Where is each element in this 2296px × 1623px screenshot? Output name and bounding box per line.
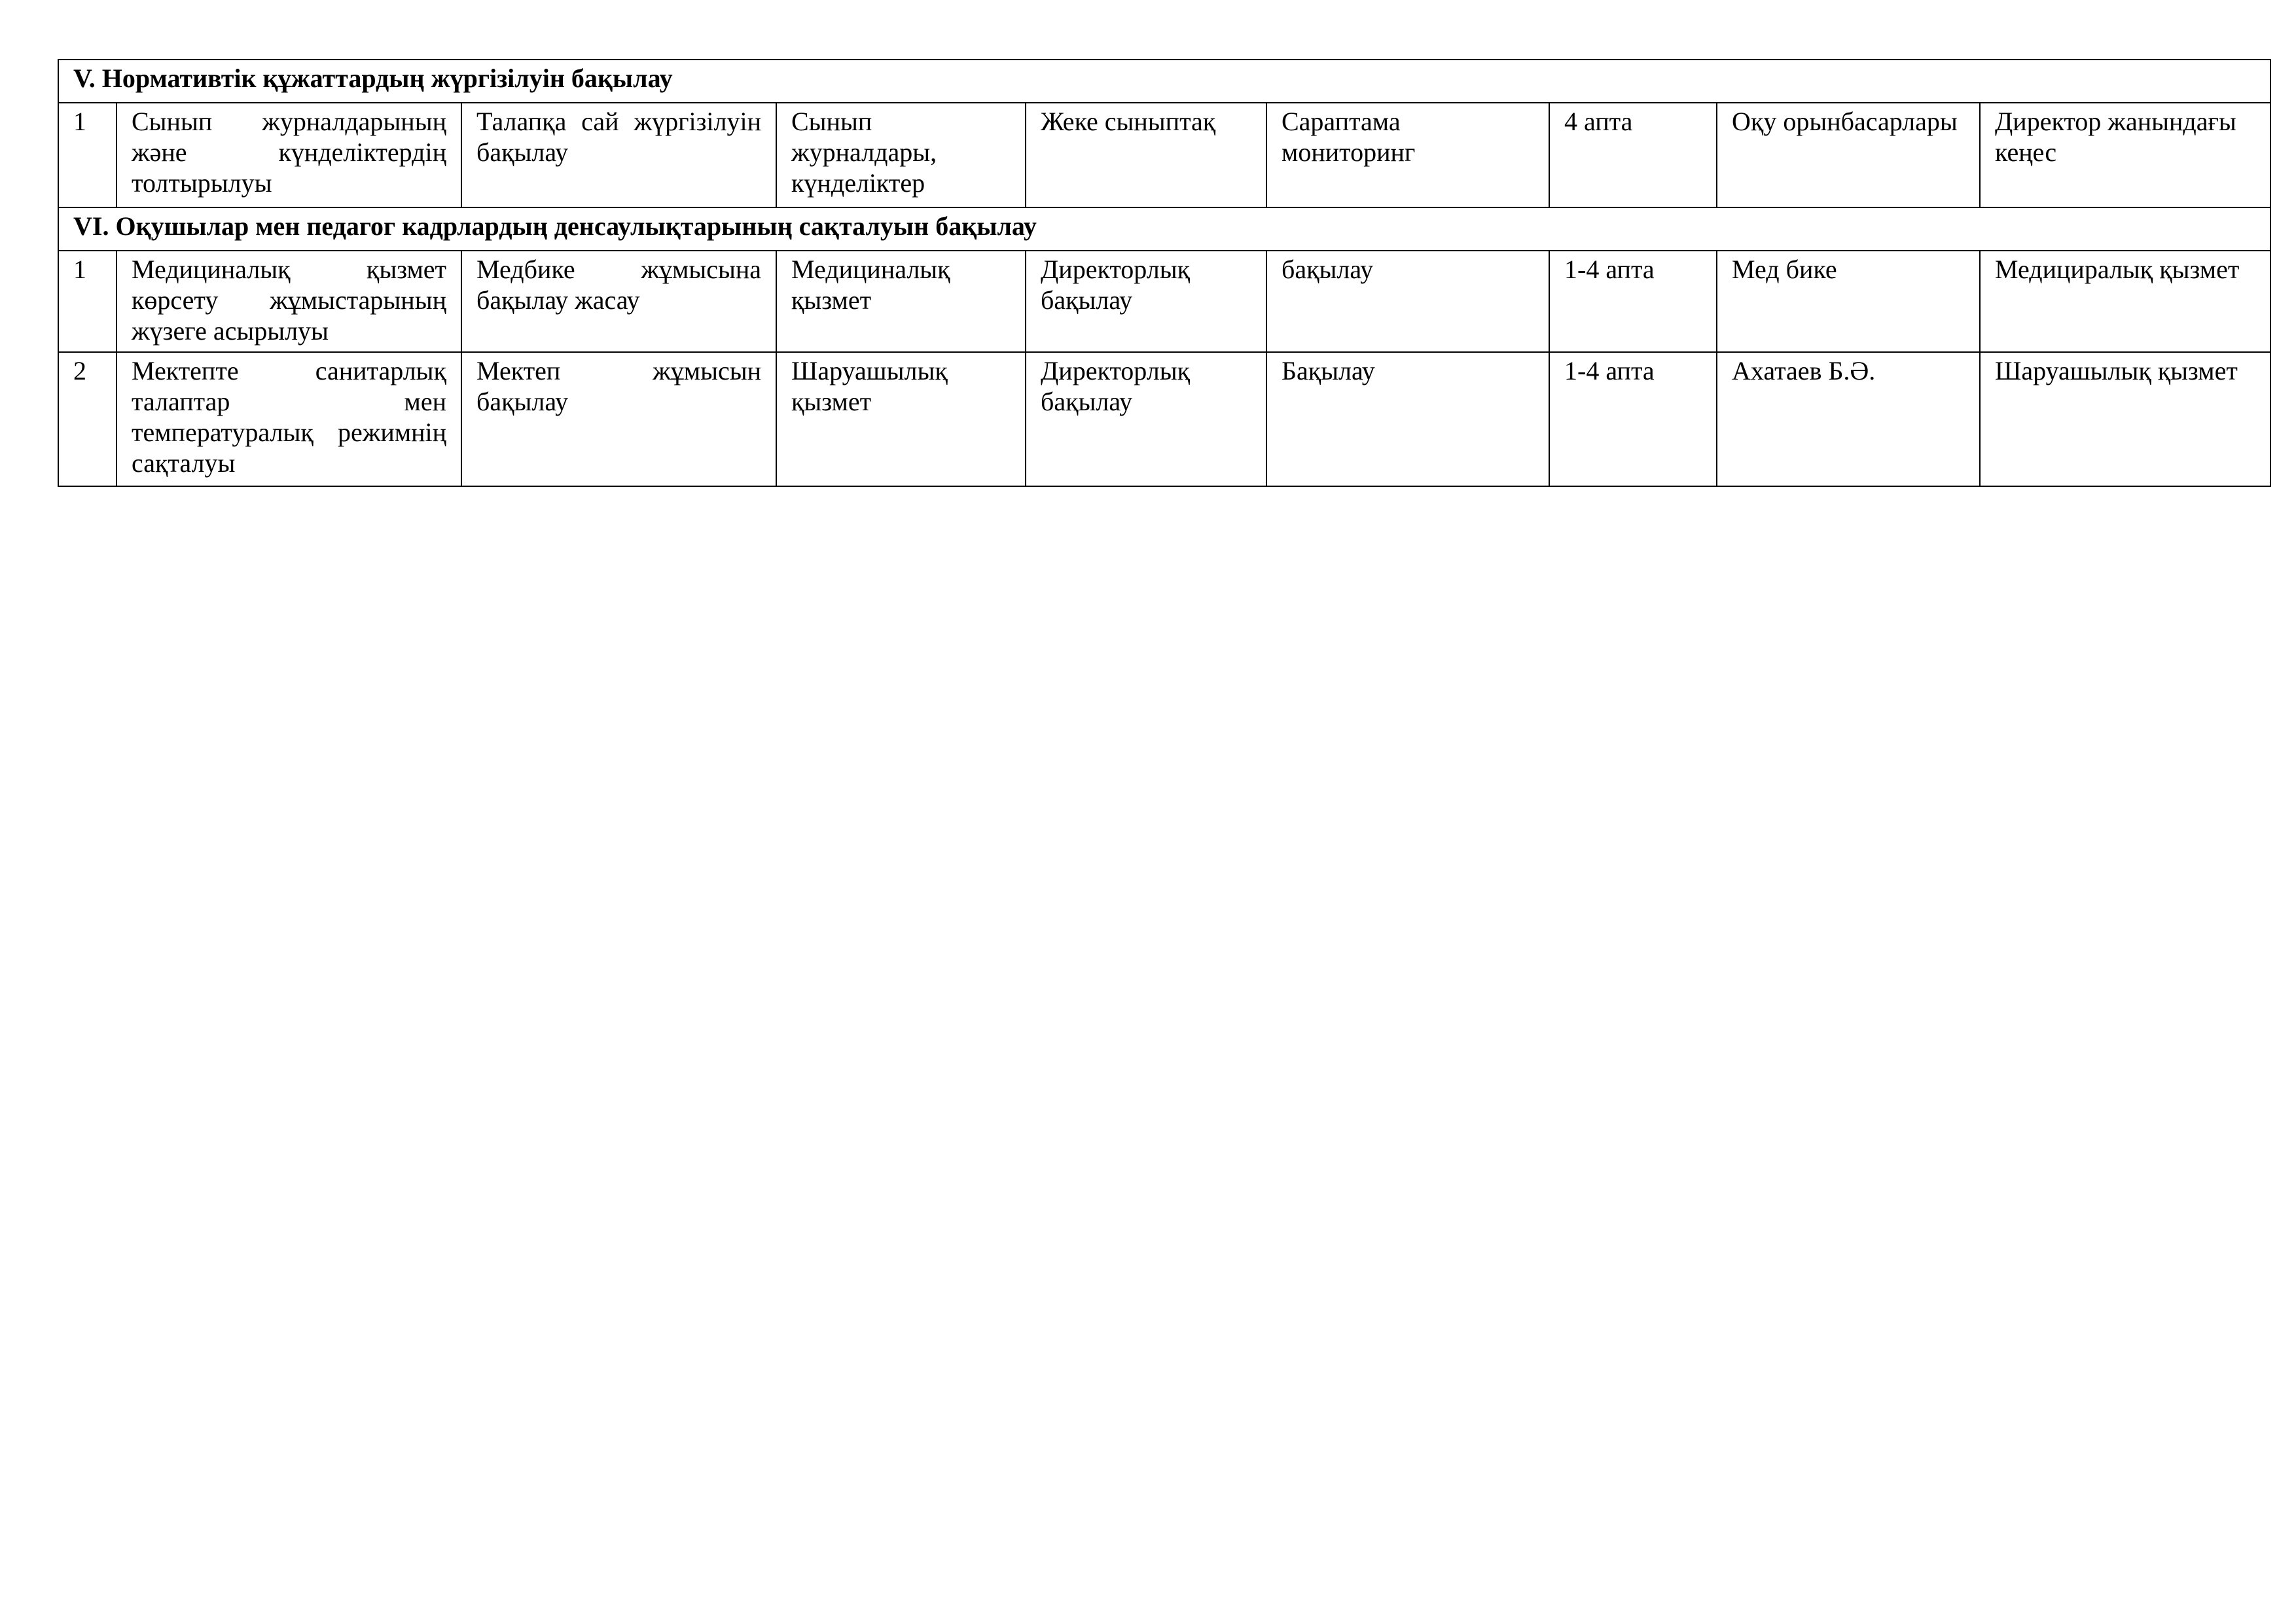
responsible-cell: Ахатаев Б.Ә.: [1717, 352, 1980, 486]
period-cell: 1-4 апта: [1549, 251, 1717, 352]
responsible-cell: Оқу орынбасарлары: [1717, 103, 1980, 207]
control-object-cell: Медициналық қызмет: [776, 251, 1026, 352]
control-topic-cell: Мектепте санитарлық талаптар мен температуралық режимнің сақталуы: [117, 352, 461, 486]
period-cell: 4 апта: [1549, 103, 1717, 207]
control-topic-cell: Медициналық қызмет көрсету жұмыстарының жүзеге асырылуы: [117, 251, 461, 352]
control-form-cell: Жеке сыныптақ: [1026, 103, 1266, 207]
control-form-cell: Директорлық бақылау: [1026, 352, 1266, 486]
row-number: 2: [58, 352, 117, 486]
table-row: [58, 251, 2270, 352]
responsible-cell: Мед бике: [1717, 251, 1980, 352]
row-number: 1: [58, 103, 117, 207]
control-goal-cell: Талапқа сай жүргізілуін бақылау: [461, 103, 776, 207]
section-header-row: [58, 207, 2270, 251]
result-cell: Директор жанындағы кеңес: [1980, 103, 2270, 207]
section-title: VI. Оқушылар мен педагог кадрлардың денсаулықтарының сақталуын бақылау: [58, 207, 2270, 251]
control-topic-cell: Сынып журналдарының және күнделіктердің толтырылуы: [117, 103, 461, 207]
control-method-cell: Бақылау: [1266, 352, 1549, 486]
period-cell: 1-4 апта: [1549, 352, 1717, 486]
result-cell: Шаруашылық қызмет: [1980, 352, 2270, 486]
result-cell: Медициралық қызмет: [1980, 251, 2270, 352]
control-method-cell: Сараптама мониторинг: [1266, 103, 1549, 207]
table-row: [58, 103, 2270, 207]
control-object-cell: Шаруашылық қызмет: [776, 352, 1026, 486]
control-method-cell: бақылау: [1266, 251, 1549, 352]
section-header-row: [58, 60, 2270, 103]
table-row: [58, 352, 2270, 486]
control-object-cell: Сынып журналдары, күнделіктер: [776, 103, 1026, 207]
control-form-cell: Директорлық бақылау: [1026, 251, 1266, 352]
control-goal-cell: Мектеп жұмысын бақылау: [461, 352, 776, 486]
control-plan-table: [58, 59, 2271, 487]
section-title: V. Нормативтік құжаттардың жүргізілуін бақылау: [58, 60, 2270, 103]
control-goal-cell: Медбике жұмысына бақылау жасау: [461, 251, 776, 352]
row-number: 1: [58, 251, 117, 352]
